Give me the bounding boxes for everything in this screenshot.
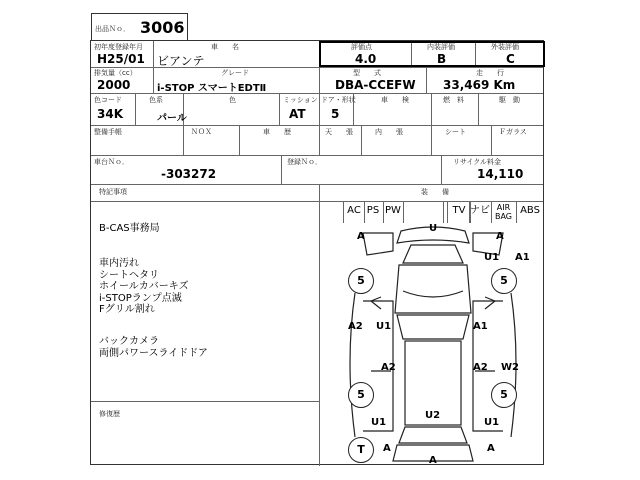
note-line: バックカメラ [99, 336, 159, 347]
equip-ac: AC [343, 201, 365, 223]
equip-tv: TV [447, 201, 471, 223]
name-label: 車 名 [211, 43, 239, 51]
equip-blank-1 [403, 201, 444, 223]
inspection-label: 車 検 [381, 96, 409, 104]
damage-center-a2: A2 [381, 362, 396, 373]
note-line: B-CAS事務局 [99, 223, 160, 234]
overall-score: 4.0 [355, 52, 377, 66]
doors: 5 [331, 107, 340, 121]
interior-grade-label: 内装評価 [427, 43, 455, 51]
damage-rear-a-center: A [429, 455, 437, 466]
recycle-fee: 14,110 [477, 167, 524, 181]
mission-label: ミッション [283, 96, 318, 104]
note-line: 両側パワースライドドア [99, 347, 208, 359]
seat-label: シート [445, 128, 466, 136]
color-label: 色 [229, 96, 236, 104]
repair-history-header: 修復歴 [99, 410, 120, 418]
lot-number-box [91, 13, 188, 41]
damage-rear-left-u1: U1 [371, 417, 387, 428]
tire-marker: T [348, 437, 374, 463]
chassis-label: 車台Ｎｏ． [94, 158, 129, 166]
damage-right-a1: A1 [473, 321, 488, 332]
auction-sheet [90, 18, 544, 466]
damage-right-a2: A2 [473, 362, 488, 373]
car-name: ビアンテ [157, 54, 205, 68]
interior-lining-label: 内 張 [375, 128, 403, 136]
chassis-number: -303272 [161, 167, 217, 181]
equip-pw: PW [383, 201, 404, 223]
damage-front-center: U [429, 223, 438, 234]
cc-label: 排気量（cc） [94, 69, 137, 77]
equipment-header: 装 備 [421, 188, 449, 196]
fuel-label: 燃 料 [443, 96, 464, 104]
damage-rear-a-right: A [487, 443, 495, 454]
note-line: i-STOPランプ点滅 [99, 292, 182, 304]
damage-front-left: A [357, 231, 365, 242]
damage-front-right: A [496, 231, 504, 242]
equip-abs: ABS [520, 205, 540, 216]
model-code: DBA-CCEFW [335, 78, 416, 92]
wheel-front-left: 5 [348, 268, 374, 294]
damage-front-right-u1: U1 [484, 252, 500, 263]
color-code-label: 色コード [94, 96, 122, 104]
wheel-rear-left: 5 [348, 382, 374, 408]
note-line: 車内汚れ [99, 258, 139, 269]
damage-left-u1: U1 [376, 321, 392, 332]
grade-label: グレード [221, 69, 249, 77]
recycle-label: リサイクル料金 [453, 158, 502, 166]
doors-label: ドア・形状 [321, 96, 356, 104]
color-system-label: 色系 [149, 96, 163, 104]
notes-block-b [99, 258, 189, 316]
notes-block-c [99, 336, 208, 359]
equipment-grid [343, 201, 543, 223]
note-line: シートヘタリ [99, 269, 159, 281]
glass-label: Ｆガラス [499, 128, 527, 136]
exterior-grade-label: 外装評価 [491, 43, 519, 51]
history-label: 車 歴 [263, 128, 291, 136]
roof-label: 天 張 [325, 128, 353, 136]
score-label: 評価点 [351, 43, 372, 51]
mileage-label: 走 行 [476, 69, 504, 77]
damage-rear-a-left: A [383, 443, 391, 454]
equip-navi: ナビ [469, 201, 492, 223]
lot-number: 3006 [140, 18, 185, 37]
manual-label: 整備手帳 [94, 128, 122, 136]
note-line: Fグリル割れ [99, 304, 155, 315]
damage-rear-u2: U2 [425, 410, 441, 421]
notes-block-a [99, 223, 160, 235]
lot-label: 出品Ｎｏ． [95, 25, 130, 33]
wheel-rear-right: 5 [491, 382, 517, 408]
notes-header: 特記事項 [99, 188, 127, 196]
mileage: 33,469 Km [443, 78, 516, 92]
model-label: 型 式 [353, 69, 381, 77]
wheel-front-right: 5 [491, 268, 517, 294]
color-code: 34K [97, 107, 123, 121]
displacement: 2000 [97, 78, 131, 92]
nox-label: ＮＯＸ [191, 128, 212, 136]
damage-rear-right-u1: U1 [484, 417, 500, 428]
damage-left-a2: A2 [348, 321, 363, 332]
interior-grade: B [437, 52, 447, 66]
registration-label: 登録Ｎｏ． [287, 158, 322, 166]
grade: i-STOP スマートEDTⅡ [157, 83, 267, 94]
mission: AT [289, 107, 306, 121]
damage-front-right-a1: A1 [515, 252, 530, 263]
equip-ps: PS [363, 201, 384, 223]
exterior-grade: C [506, 52, 515, 66]
damage-right-w2: W2 [501, 362, 519, 373]
equip-airbag: AIR BAG [491, 201, 517, 223]
color: パール [157, 113, 187, 124]
year-label: 初年度登録年月 [94, 43, 143, 51]
first-registration: H25/01 [97, 52, 145, 66]
car-diagram [323, 221, 543, 466]
note-line: ホイールカバーキズ [99, 281, 189, 292]
drive-label: 駆 動 [499, 96, 520, 104]
